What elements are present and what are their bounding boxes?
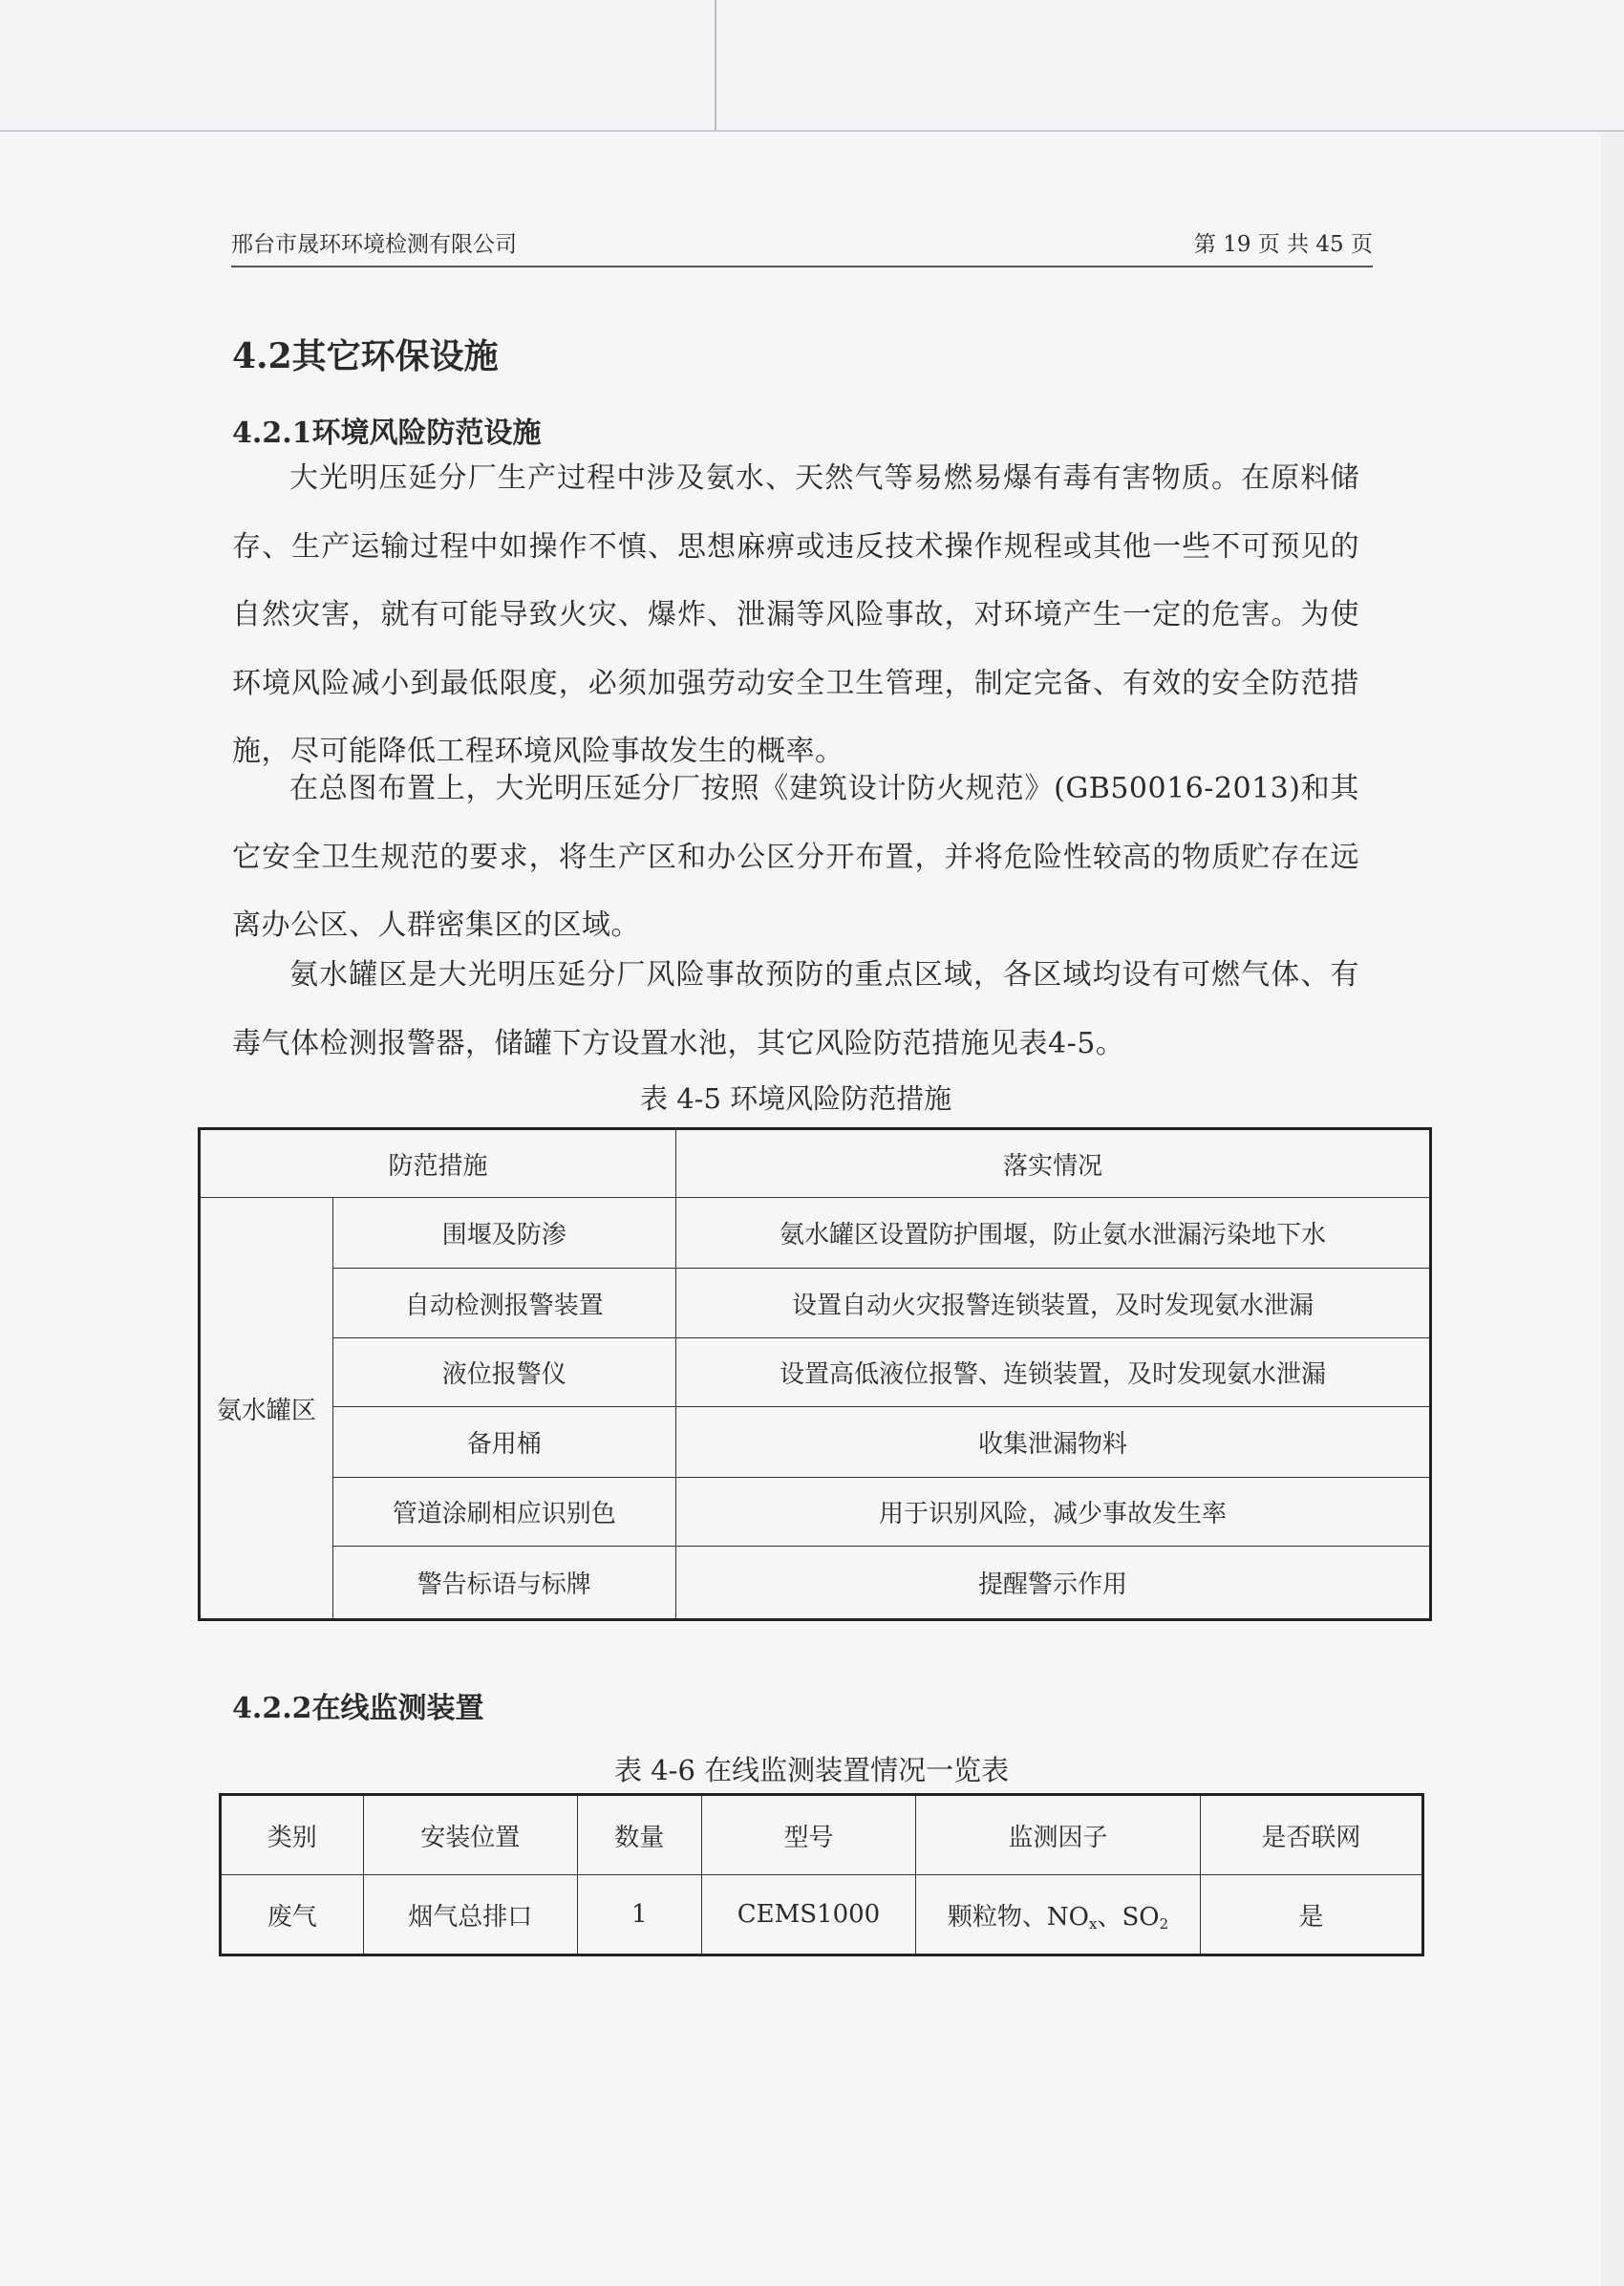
header-type: 类别: [221, 1795, 364, 1875]
page-header: [231, 227, 1373, 267]
scan-background-top: [0, 0, 1624, 132]
risk-measures-table: [198, 1127, 1432, 1621]
paragraph-1: 大光明压延分厂生产过程中涉及氨水、天然气等易燃易爆有毒有害物质。在原料储存、生产运输过程中如操作不慎、思想麻痹或违反技术操作规程或其他一些不可预见的自然灾害，就有可能导致火灾、爆炸、泄漏等风险事故，对环境产生一定的危害。为使环境风险减小到最低限度，必须加强劳动安全卫生管理，制定完备、有效的安全防范措施，尽可能降低工程环境风险事故发生的概率。: [232, 461, 1359, 768]
header-location: 安装位置: [363, 1795, 577, 1875]
header-networked: 是否联网: [1200, 1795, 1422, 1875]
table-4-6-caption: 表 4-6 在线监测装置情况一览表: [614, 1754, 1010, 1786]
header-count: 数量: [577, 1795, 701, 1875]
status-cell: 提醒警示作用: [675, 1547, 1430, 1620]
table-row: [200, 1478, 1431, 1547]
factor-cell: [916, 1875, 1200, 1955]
table-row: [200, 1198, 1431, 1269]
measure-cell: 液位报警仪: [332, 1338, 675, 1407]
factor-text-a: 颗粒物、NO: [947, 1902, 1089, 1932]
online-monitoring-table: [219, 1793, 1424, 1956]
table-row: [200, 1338, 1431, 1407]
header-status: 落实情况: [675, 1129, 1430, 1198]
status-cell: 氨水罐区设置防护围堰，防止氨水泄漏污染地下水: [675, 1198, 1430, 1269]
section-heading-4-2: 4.2其它环保设施: [232, 336, 499, 376]
table-header-row: [221, 1795, 1423, 1875]
paragraph-2: 在总图布置上，大光明压延分厂按照《建筑设计防火规范》(GB50016-2013)和其它安全卫生规范的要求，将生产区和办公区分开布置，并将危险性较高的物质贮存在远离办公区、人群密集区的区域。: [232, 772, 1359, 942]
measure-cell: 管道涂刷相应识别色: [332, 1478, 675, 1547]
group-cell: 氨水罐区: [200, 1198, 333, 1620]
company-name: 邢台市晟环环境检测有限公司: [231, 232, 517, 257]
status-cell: 用于识别风险，减少事故发生率: [675, 1478, 1430, 1547]
header-model: 型号: [701, 1795, 916, 1875]
model-cell: CEMS1000: [701, 1875, 916, 1955]
status-cell: 收集泄漏物料: [675, 1407, 1430, 1478]
factor-text-b: 、SO: [1097, 1902, 1160, 1932]
table-row: [200, 1407, 1431, 1478]
table-row: [221, 1875, 1423, 1955]
table-row: [200, 1547, 1431, 1620]
type-cell: 废气: [221, 1875, 364, 1955]
measure-cell: 自动检测报警装置: [332, 1269, 675, 1338]
measure-cell: 备用桶: [332, 1407, 675, 1478]
status-cell: 设置高低液位报警、连锁装置，及时发现氨水泄漏: [675, 1338, 1430, 1407]
networked-cell: 是: [1200, 1875, 1422, 1955]
table-header-row: [200, 1129, 1431, 1198]
measure-cell: 警告标语与标牌: [332, 1547, 675, 1620]
factor-sub-a: x: [1088, 1914, 1098, 1933]
status-cell: 设置自动火灾报警连锁装置，及时发现氨水泄漏: [675, 1269, 1430, 1338]
subsection-heading-4-2-2: 4.2.2在线监测装置: [232, 1692, 484, 1725]
count-cell: 1: [577, 1875, 701, 1955]
header-factor: 监测因子: [916, 1795, 1200, 1875]
measure-cell: 围堰及防渗: [332, 1198, 675, 1269]
paragraph-3: 氨水罐区是大光明压延分厂风险事故预防的重点区域，各区域均设有可燃气体、有毒气体检测报警器，储罐下方设置水池，其它风险防范措施见表4-5。: [232, 958, 1359, 1060]
table-row: [200, 1269, 1431, 1338]
subsection-heading-4-2-1: 4.2.1环境风险防范设施: [232, 417, 542, 450]
header-measure: 防范措施: [200, 1129, 676, 1198]
scan-edge-vertical: [715, 0, 716, 132]
table-4-5-caption: 表 4-5 环境风险防范措施: [640, 1082, 952, 1115]
location-cell: 烟气总排口: [363, 1875, 577, 1955]
factor-sub-b: 2: [1159, 1914, 1169, 1933]
page-number: 第 19 页 共 45 页: [1193, 232, 1373, 257]
